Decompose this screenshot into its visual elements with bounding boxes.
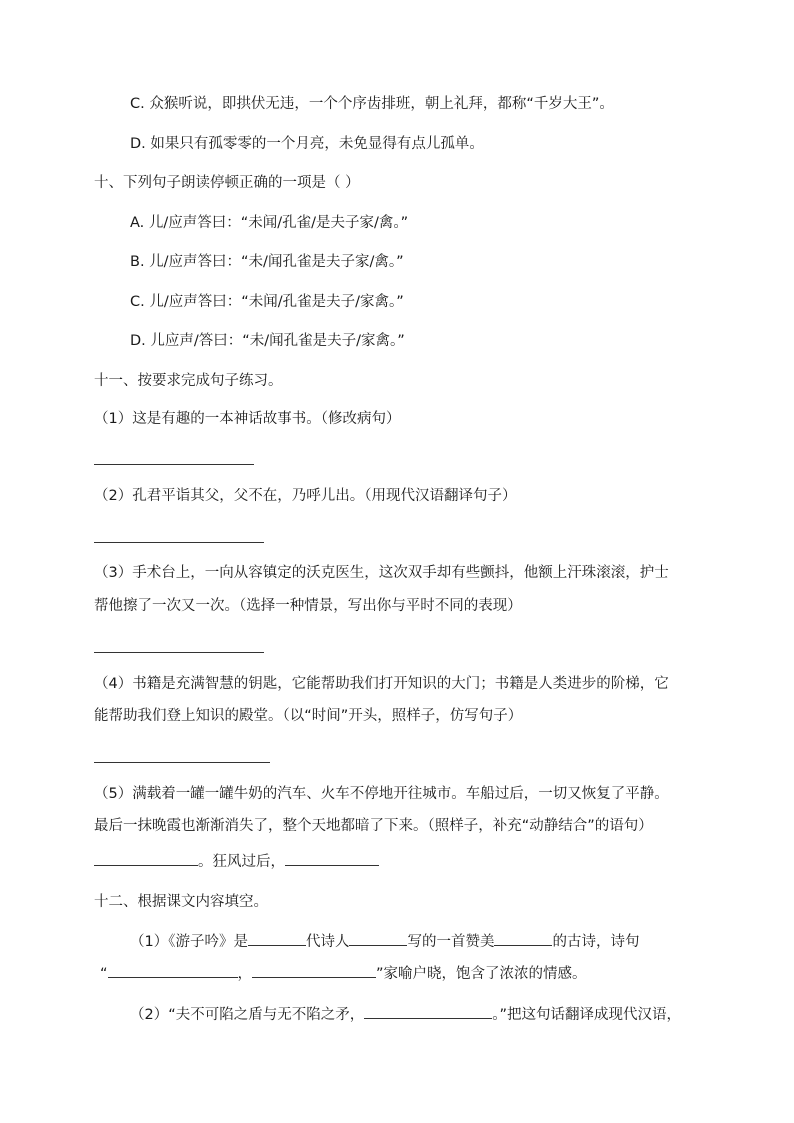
q11-sentence-5-line-1: （5）满载着一罐一罐牛奶的汽车、火车不停地开往城市。车船过后，一切又恢复了平静。	[94, 786, 669, 802]
q12-p1-part3: 写的一首赞美	[407, 934, 495, 950]
q11-sentence-4-line-2: 能帮助我们登上知识的殿堂。（以“时间”开头，照样子，仿写句子）	[94, 708, 523, 724]
q12-p2-prefix: （2）“夫不可陷之盾与无不陷之矛，	[130, 1007, 365, 1023]
q12-p1-comma: ，	[237, 966, 253, 982]
q12-p2-suffix: 。”把这句话翻译成现代汉语，	[492, 1007, 682, 1023]
q11-sentence-4-line-1: （4）书籍是充满智慧的钥匙，它能帮助我们打开知识的大门；书籍是人类进步的阶梯，它	[94, 676, 669, 692]
q10-title: 十、下列句子朗读停顿正确的一项是（ ）	[94, 175, 360, 191]
q12-title: 十二、根据课文内容填空。	[94, 894, 268, 910]
q11-sentence-1: （1）这是有趣的一本神话故事书。（修改病句）	[94, 411, 401, 427]
q12-p1-blank-verse-1[interactable]	[108, 962, 238, 978]
q12-p2-blank[interactable]	[364, 1003, 492, 1019]
q11-sentence-5-fill	[94, 850, 379, 873]
q11-s5-blank-2[interactable]	[285, 850, 379, 866]
q11-sentence-3-line-1: （3）手术台上，一向从容镇定的沃克医生，这次双手却有些颤抖，他额上汗珠滚滚，护士	[94, 565, 669, 581]
q12-p1-part4: 的古诗，诗句	[552, 934, 640, 950]
q11-answer-line-4[interactable]	[94, 762, 270, 763]
q11-answer-line-3[interactable]	[94, 652, 264, 653]
q9-option-d: D. 如果只有孤零零的一个月亮，未免显得有点儿孤单。	[130, 136, 484, 152]
q10-option-d[interactable]: D. 儿应声/答曰：“未/闻孔雀是夫子/家禽。”	[130, 333, 405, 349]
q11-answer-line-2[interactable]	[94, 542, 264, 543]
q9-option-c: C. 众猴听说，即拱伏无违，一个个序齿排班，朝上礼拜，都称“千岁大王”。	[130, 96, 614, 112]
q11-answer-line-1[interactable]	[94, 464, 254, 465]
q12-p1-blank-theme[interactable]	[494, 930, 552, 946]
q12-p1-open-quote: “	[100, 966, 108, 982]
q11-sentence-2: （2）孔君平诣其父，父不在，乃呼儿出。（用现代汉语翻译句子）	[94, 488, 517, 504]
q11-sentence-3-line-2: 帮他擦了一次又一次。（选择一种情景，写出你与平时不同的表现）	[94, 598, 522, 614]
q11-title: 十一、按要求完成句子练习。	[94, 373, 283, 389]
q10-option-b[interactable]: B. 儿/应声答曰：“未/闻孔雀是夫子家/禽。”	[130, 254, 404, 270]
q10-option-a[interactable]: A. 儿/应声答曰：“未闻/孔雀/是夫子家/禽。”	[130, 215, 409, 231]
q12-p1-blank-dynasty[interactable]	[248, 930, 306, 946]
q12-item-2-line-1	[130, 1003, 681, 1026]
q12-p1-blank-poet[interactable]	[349, 930, 407, 946]
q11-s5-mid-text: 。狂风过后，	[198, 854, 285, 870]
q10-option-c[interactable]: C. 儿/应声答曰：“未闻/孔雀是夫子/家禽。”	[130, 294, 404, 310]
q12-item-1-line-1	[130, 930, 639, 953]
q12-item-1-line-2	[100, 962, 587, 985]
q12-p1-part2: 代诗人	[305, 934, 350, 950]
q12-p1-blank-verse-2[interactable]	[252, 962, 376, 978]
q12-p1-suffix: ”家喻户晓，饱含了浓浓的情感。	[376, 966, 587, 982]
q11-s5-blank-1[interactable]	[94, 850, 198, 866]
q11-sentence-5-line-2: 最后一抹晚霞也渐渐消失了，整个天地都暗了下来。（照样子，补充“动静结合”的语句）	[94, 818, 653, 834]
q12-p1-prefix: （1）《游子吟》是	[130, 934, 248, 950]
